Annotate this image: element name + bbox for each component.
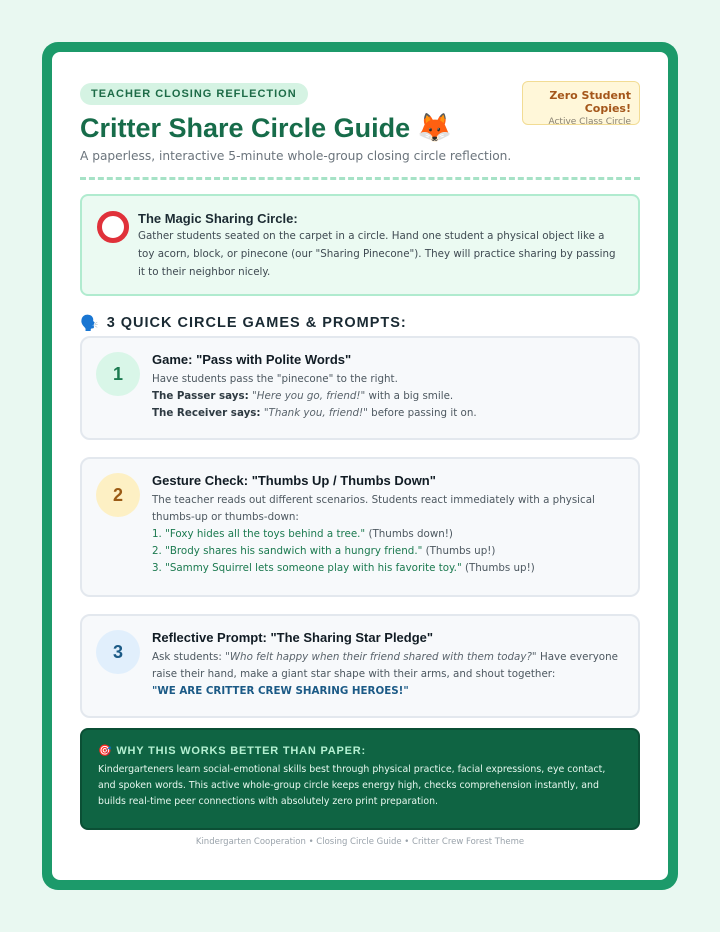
passer-line bbox=[152, 388, 624, 405]
header-badge: TEACHER CLOSING REFLECTION bbox=[80, 83, 308, 105]
game-card-1 bbox=[80, 336, 640, 440]
why-box bbox=[80, 728, 640, 830]
why-text: Kindergarteners learn social-emotional skills best through physical practice, facial expressions, eye contact, and spoken words. This active whole-group circle keeps energy high, checks comprehension instantly, and builds real-time peer connections with absolutely zero print preparation. bbox=[98, 764, 606, 807]
scenario-answer: (Thumbs up!) bbox=[461, 562, 535, 574]
magic-circle-box bbox=[80, 194, 640, 296]
page-frame bbox=[42, 42, 678, 890]
stamp-title: Zero Student Copies! bbox=[549, 89, 631, 115]
game-title-3: Reflective Prompt: "The Sharing Star Pledge" bbox=[152, 630, 434, 645]
step-number-1: 1 bbox=[96, 352, 140, 396]
game-card-2 bbox=[80, 457, 640, 597]
magic-circle-text: Gather students seated on the carpet in a circle. Hand one student a physical object like a toy acorn, block, or pinecone (our "Sharing Pinecone"). They will practice sharing by passing it to their neighbor nicely. bbox=[138, 230, 616, 278]
scenario-text: 1. "Foxy hides all the toys behind a tree." bbox=[152, 528, 366, 540]
page-subtitle: A paperless, interactive 5-minute whole-group closing circle reflection. bbox=[80, 149, 512, 163]
red-ring-icon bbox=[97, 211, 129, 243]
receiver-quote: "Thank you, friend!" bbox=[263, 407, 368, 419]
game-intro-2: The teacher reads out different scenarios. Students react immediately with a physical thumbs-up or thumbs-down: bbox=[152, 494, 595, 523]
scenario-answer: (Thumbs up!) bbox=[422, 545, 496, 557]
scenario-item bbox=[152, 543, 624, 560]
game-card-3 bbox=[80, 614, 640, 718]
scenario-item bbox=[152, 526, 624, 543]
magic-circle-title: The Magic Sharing Circle: bbox=[138, 211, 298, 226]
zero-copies-stamp bbox=[522, 81, 640, 125]
pledge-shout: "WE ARE CRITTER CREW SHARING HEROES!" bbox=[152, 685, 409, 697]
passer-quote: "Here you go, friend!" bbox=[252, 390, 366, 402]
game-title-1: Game: "Pass with Polite Words" bbox=[152, 352, 352, 367]
ask-quote: "Who felt happy when their friend shared with them today?" bbox=[225, 651, 537, 663]
page-title: Critter Share Circle Guide bbox=[80, 112, 411, 143]
ask-rest: Have everyone raise their hand, make a giant star shape with their arms, and shout together: bbox=[152, 651, 618, 680]
receiver-line bbox=[152, 405, 624, 422]
dashed-divider bbox=[80, 177, 640, 180]
scenario-text: 3. "Sammy Squirrel lets someone play with his favorite toy." bbox=[152, 562, 462, 574]
receiver-rest: before passing it on. bbox=[367, 407, 477, 419]
receiver-label: The Receiver says: bbox=[152, 407, 261, 419]
fox-icon: 🦊 bbox=[417, 111, 452, 144]
why-title-text: WHY THIS WORKS BETTER THAN PAPER: bbox=[116, 745, 367, 757]
game-intro-1: Have students pass the "pinecone" to the right. bbox=[152, 373, 398, 385]
scenario-answer: (Thumbs down!) bbox=[365, 528, 453, 540]
guide-sheet bbox=[52, 52, 668, 880]
scenario-text: 2. "Brody shares his sandwich with a hungry friend." bbox=[152, 545, 423, 557]
step-number-2: 2 bbox=[96, 473, 140, 517]
why-title bbox=[98, 744, 622, 757]
ask-label: Ask students: bbox=[152, 651, 226, 663]
section-title: 3 QUICK CIRCLE GAMES & PROMPTS: bbox=[106, 315, 407, 331]
target-icon: 🎯 bbox=[98, 745, 113, 757]
game-title-2: Gesture Check: "Thumbs Up / Thumbs Down" bbox=[152, 473, 436, 488]
page-footer: Kindergarten Cooperation • Closing Circle Guide • Critter Crew Forest Theme bbox=[195, 837, 525, 847]
speaking-head-icon: 🗣️ bbox=[80, 314, 99, 332]
passer-rest: with a big smile. bbox=[365, 390, 454, 402]
section-heading bbox=[80, 312, 640, 334]
step-number-3: 3 bbox=[96, 630, 140, 674]
passer-label: The Passer says: bbox=[152, 390, 249, 402]
ask-line bbox=[152, 649, 624, 683]
scenario-item bbox=[152, 560, 624, 577]
stamp-subtitle: Active Class Circle bbox=[548, 117, 631, 127]
